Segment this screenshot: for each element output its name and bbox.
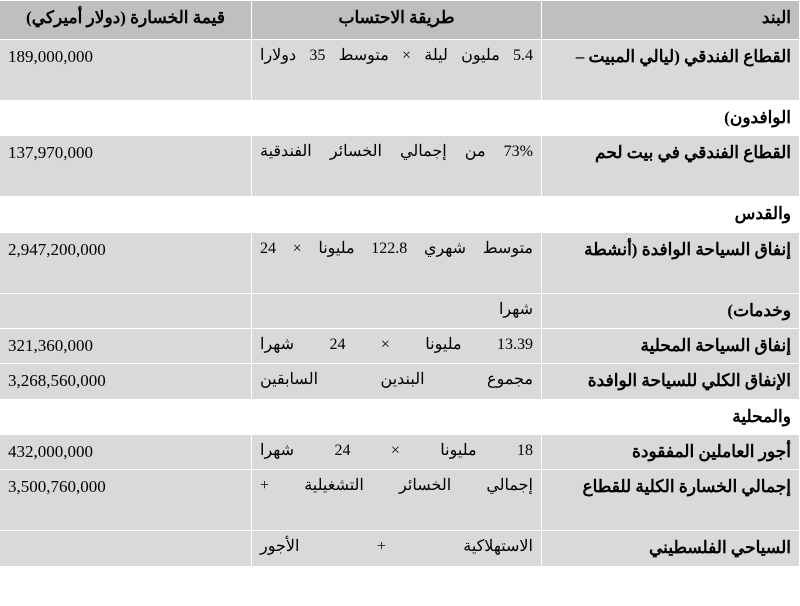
- table-row-continuation: [0, 101, 800, 136]
- table-body: [0, 40, 800, 567]
- cell-method: 73% من إجمالي الخسائر الفندقية: [252, 136, 542, 197]
- cell-item: إنفاق السياحة المحلية: [542, 329, 800, 364]
- table-row-continuation: [0, 197, 800, 232]
- cell-value-cont: [0, 531, 252, 566]
- cell-value: 2,947,200,000: [0, 232, 252, 293]
- column-header-method: طريقة الاحتساب: [252, 1, 542, 40]
- cell-item-cont: وخدمات): [542, 293, 800, 328]
- table-row-continuation: [0, 531, 800, 566]
- column-header-item: البند: [542, 1, 800, 40]
- table-row: [0, 329, 800, 364]
- cell-value-cont: [0, 101, 252, 136]
- table-row: [0, 470, 800, 531]
- cell-method-cont: شهرا: [252, 293, 542, 328]
- cell-item-cont: السياحي الفلسطيني: [542, 531, 800, 566]
- cell-item: القطاع الفندقي في بيت لحم: [542, 136, 800, 197]
- cell-method-cont: [252, 101, 542, 136]
- table-header-row: [0, 1, 800, 40]
- cell-method: مجموع البندين السابقين: [252, 364, 542, 399]
- cell-item: الإنفاق الكلي للسياحة الوافدة: [542, 364, 800, 399]
- cell-value: 3,268,560,000: [0, 364, 252, 399]
- cell-value: 3,500,760,000: [0, 470, 252, 531]
- cell-method: إجمالي الخسائر التشغيلية +: [252, 470, 542, 531]
- cell-method: متوسط شهري 122.8 مليونا × 24: [252, 232, 542, 293]
- cell-value: 189,000,000: [0, 40, 252, 101]
- cell-value-cont: [0, 197, 252, 232]
- cell-method-cont: [252, 197, 542, 232]
- cell-value: 137,970,000: [0, 136, 252, 197]
- table-row: [0, 435, 800, 470]
- table-row: [0, 136, 800, 197]
- cell-item: أجور العاملين المفقودة: [542, 435, 800, 470]
- cell-item: القطاع الفندقي (ليالي المبيت –: [542, 40, 800, 101]
- cell-value: 321,360,000: [0, 329, 252, 364]
- table-row: [0, 40, 800, 101]
- cell-method: 13.39 مليونا × 24 شهرا: [252, 329, 542, 364]
- cell-method-cont: الاستهلاكية + الأجور: [252, 531, 542, 566]
- table-row: [0, 364, 800, 399]
- cell-value: 432,000,000: [0, 435, 252, 470]
- cell-item-cont: والقدس: [542, 197, 800, 232]
- cell-item: إجمالي الخسارة الكلية للقطاع: [542, 470, 800, 531]
- table-header: [0, 1, 800, 40]
- table-row-continuation: [0, 399, 800, 434]
- table-row-continuation: [0, 293, 800, 328]
- cell-value-cont: [0, 293, 252, 328]
- table-row: [0, 232, 800, 293]
- cell-method-cont: [252, 399, 542, 434]
- cell-value-cont: [0, 399, 252, 434]
- cell-item-cont: والمحلية: [542, 399, 800, 434]
- column-header-value: قيمة الخسارة (دولار أميركي): [0, 1, 252, 40]
- cell-item-cont: الوافدون): [542, 101, 800, 136]
- cell-method: 18 مليونا × 24 شهرا: [252, 435, 542, 470]
- cell-item: إنفاق السياحة الوافدة (أنشطة: [542, 232, 800, 293]
- cell-method: 5.4 مليون ليلة × متوسط 35 دولارا: [252, 40, 542, 101]
